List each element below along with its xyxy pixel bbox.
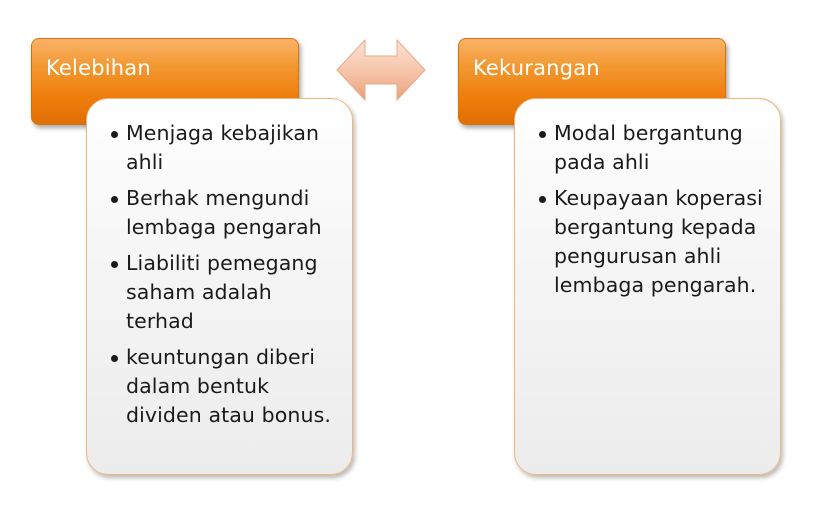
list-item: Keupayaan koperasi bergantung kepada pengurusan ahli lembaga pengarah. [539,184,766,300]
kelebihan-title: Kelebihan [46,56,151,80]
kekurangan-card [514,98,781,475]
list-item: Menjaga kebajikan ahli [111,119,338,177]
kelebihan-card [86,98,353,475]
list-item: keuntungan diberi dalam bentuk dividen atau bonus. [111,343,338,430]
kekurangan-list [539,119,766,300]
kekurangan-title: Kekurangan [473,56,600,80]
list-item: Berhak mengundi lembaga pengarah [111,184,338,242]
list-item: Modal bergantung pada ahli [539,119,766,177]
kelebihan-list [111,119,338,430]
list-item: Liabiliti pemegang saham adalah terhad [111,249,338,336]
double-arrow-icon [335,37,427,103]
